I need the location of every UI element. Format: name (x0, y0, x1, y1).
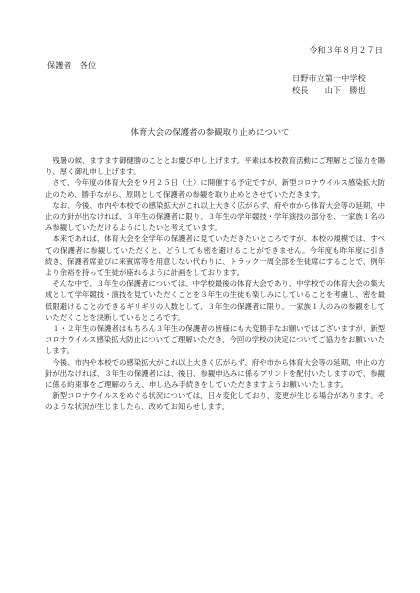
sender-principal: 校長 山下 勝也 (292, 84, 366, 95)
paragraph-reason: 本来であれば、体育大会を全学年の保護者に見ていただきたいところですが、本校の規模では、すべての保護者に参観していただくと、どうしても密を避けることができません。今年度も昨年度に引き続き、保護者席並びに来賓席等を用意しない代わりに、トラック一周全部を生徒席にすることで、例年より余裕を持って生徒が座れるように計画をしております。 (45, 234, 385, 278)
paragraph-announcement: さて、今年度の体育大会を９月２５日（土）に開催する予定ですが、新型コロナウイルス感染拡大防止のため、勝手ながら、原則として保護者の参観を取り止めとさせていただきます。 (45, 178, 385, 199)
letter-body (45, 155, 385, 413)
addressee: 保護者 各位 (47, 60, 97, 70)
paragraph-greeting: 残暑の候、ますます御健勝のこととお慶び申し上げます。平素は本校教育活動にご理解とご協力を賜り、厚く御礼申し上げます。 (45, 156, 385, 177)
paragraph-request: １・２年生の保護者はもちろん３年生の保護者の皆様にも大変勝手なお願いではございますが、新型コロナウイルス感染拡大防止についてご理解いただき、今回の学校の決定についてご協力をお願いいたします。 (45, 324, 385, 356)
sender-school: 日野市立第一中学校 (292, 73, 366, 83)
sender-block (292, 73, 366, 96)
letter-date: 令和３年８月２７日 (309, 45, 383, 55)
paragraph-grade3-plan: なお、今後、市内や本校での感染拡大がこれ以上大きく広がらず、府や市から体育大会等の延期、中止の方針が出なければ、３年生の保護者に限り、３年生の学年競技・学年演技の部分を、一家族１名のみ参観していただけるようにしたいと考えています。 (45, 200, 385, 233)
paragraph-grade3-decision: そんな中で、３年生の保護者については、中学校最後の体育大会であり、中学校での体育大会の集大成として学年競技・演技を見ていただくことを３年生の生徒も楽しみにしていることを考慮し、密を最低限避けることのできるギリギリの人数として、３年生の保護者に限り、一家族１人のみの参観をしていただくことを決断しているところです。 (45, 279, 385, 322)
paragraph-changes: 新型コロナウイルスをめぐる状況については、日々変化しており、変更が生じる場合があります。そのような状況が生じましたら、改めてお知らせします。 (45, 391, 385, 412)
letter-title: 体育大会の保護者の参観取り止めについて (130, 127, 290, 137)
paragraph-application: 今後、市内や本校での感染拡大がこれ以上大きく広がらず、府や市から体育大会等の延期、中止の方針が出なければ、３年生の保護者には、後日、参観申込みに係るプリントを配付いたしますので、参観に係る約束事をご理解のうえ、申し込み手続きをしていただきますようお願いいたします。 (45, 357, 385, 390)
